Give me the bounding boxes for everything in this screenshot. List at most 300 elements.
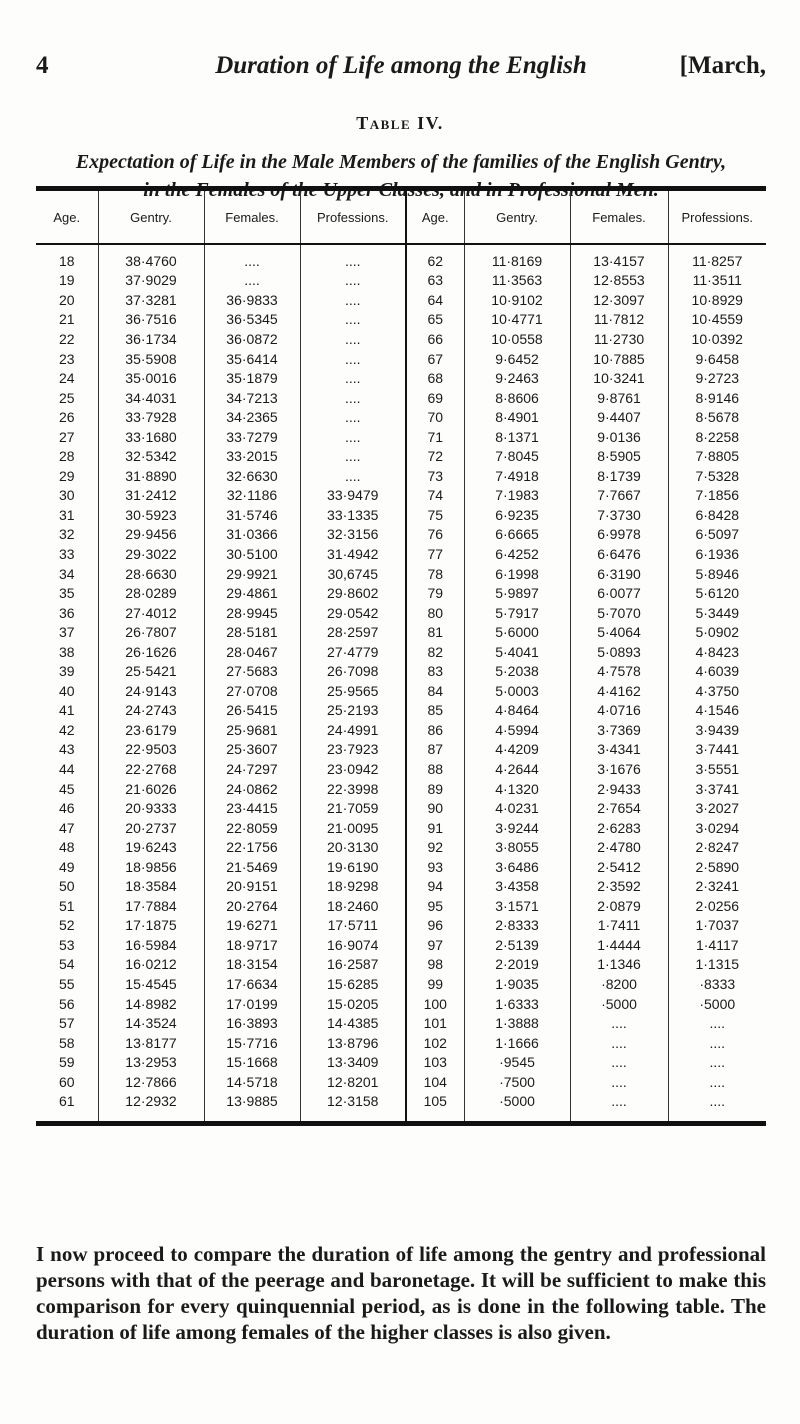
cell-gentry-2: 7·4918: [464, 466, 570, 486]
cell-professions-2: 5·8946: [668, 564, 766, 584]
caption-line-1: Expectation of Life in the Male Members of the families of the English Gentry,: [75, 151, 727, 173]
cell-gentry: 34·4031: [98, 388, 204, 408]
cell-professions: 23·0942: [300, 759, 406, 779]
cell-age: 27: [58, 428, 75, 445]
cell-gentry-2: 3·8055: [464, 837, 570, 857]
cell-females-2: 12·8553: [570, 271, 668, 291]
cell-females: 29·4861: [204, 583, 300, 603]
cell-gentry-2: 9·2463: [464, 368, 570, 388]
cell-females-2: 8·5905: [570, 446, 668, 466]
cell-females-2: 2·6283: [570, 818, 668, 838]
cell-professions: ....: [300, 407, 406, 427]
cell-age: 48: [58, 839, 75, 856]
cell-females: 22·1756: [204, 837, 300, 857]
cell-gentry-2: 6·9235: [464, 505, 570, 525]
table-row: [36, 564, 766, 584]
cell-females-2: 5·0893: [570, 642, 668, 662]
cell-age-2: 105: [406, 1092, 464, 1124]
cell-professions-2: 2·5890: [668, 857, 766, 877]
cell-gentry-2: 6·6665: [464, 525, 570, 545]
cell-professions-2: 2·8247: [668, 837, 766, 857]
cell-professions-2: 4·8423: [668, 642, 766, 662]
cell-females-2: 6·0077: [570, 583, 668, 603]
cell-professions-2: 10·8929: [668, 290, 766, 310]
cell-gentry-2: 3·6486: [464, 857, 570, 877]
cell-gentry-2: 2·8333: [464, 916, 570, 936]
table-row: [36, 486, 766, 506]
cell-professions: 32·3156: [300, 525, 406, 545]
table-title: Table IV.: [356, 113, 444, 133]
table-row: [36, 446, 766, 466]
cell-females: 24·0862: [204, 779, 300, 799]
cell-age: 51: [58, 897, 75, 914]
cell-gentry: 26·7807: [98, 622, 204, 642]
cell-age: 26: [58, 409, 75, 426]
cell-gentry: 28·0289: [98, 583, 204, 603]
cell-females: 19·6271: [204, 916, 300, 936]
table-row: [36, 642, 766, 662]
cell-gentry: 29·3022: [98, 544, 204, 564]
body-paragraph: I now proceed to compare the duration of life among the gentry and professional persons with that of the peerage and baronetage. It will be sufficient to make this comparison for every quinquennial period, as is done in the following table. The duration of life among females of the higher classes is also given.: [36, 1242, 766, 1344]
cell-age: 40: [58, 682, 75, 699]
cell-gentry-2: 3·1571: [464, 896, 570, 916]
table-row: [36, 701, 766, 721]
caption-line-2: in the Females of the Upper Classes, and in Professional Men.: [143, 179, 659, 201]
cell-females-2: 10·3241: [570, 368, 668, 388]
cell-females: 25·9681: [204, 720, 300, 740]
cell-professions: ....: [300, 329, 406, 349]
cell-age-2: 79: [406, 583, 464, 603]
cell-gentry: 32·5342: [98, 446, 204, 466]
cell-age-2: 63: [406, 271, 464, 291]
cell-professions: ....: [300, 310, 406, 330]
cell-professions: 19·6190: [300, 857, 406, 877]
cell-age-2: 78: [406, 564, 464, 584]
cell-professions: 28·2597: [300, 622, 406, 642]
cell-females: 28·5181: [204, 622, 300, 642]
col-header-females-2: Females.: [570, 189, 668, 245]
cell-females-2: ....: [570, 1033, 668, 1053]
table-row: [36, 1092, 766, 1124]
cell-females: 33·2015: [204, 446, 300, 466]
table-row: [36, 368, 766, 388]
cell-gentry: 16·0212: [98, 955, 204, 975]
cell-gentry-2: 5·2038: [464, 661, 570, 681]
cell-age-2: 84: [406, 681, 464, 701]
cell-age-2: 88: [406, 759, 464, 779]
cell-age: 36: [58, 604, 75, 621]
cell-females: 21·5469: [204, 857, 300, 877]
cell-professions-2: 3·7441: [668, 740, 766, 760]
cell-gentry: 26·1626: [98, 642, 204, 662]
cell-age-2: 96: [406, 916, 464, 936]
cell-gentry: 22·2768: [98, 759, 204, 779]
cell-professions: ....: [300, 244, 406, 271]
cell-professions-2: 10·0392: [668, 329, 766, 349]
cell-gentry: 19·6243: [98, 837, 204, 857]
cell-professions: ....: [300, 290, 406, 310]
cell-females-2: ....: [570, 1092, 668, 1124]
cell-age: 32: [58, 526, 75, 543]
cell-professions: 12·8201: [300, 1072, 406, 1092]
table-body: [36, 244, 766, 1124]
cell-age: 50: [58, 878, 75, 895]
cell-age: 56: [58, 995, 75, 1012]
cell-gentry-2: 5·9897: [464, 583, 570, 603]
running-header: [36, 52, 766, 92]
cell-professions-2: 4·3750: [668, 681, 766, 701]
cell-gentry-2: 8·4901: [464, 407, 570, 427]
cell-females-2: ·5000: [570, 994, 668, 1014]
cell-professions-2: 3·3741: [668, 779, 766, 799]
col-header-gentry: Gentry.: [98, 189, 204, 245]
cell-gentry: 18·9856: [98, 857, 204, 877]
cell-age-2: 71: [406, 427, 464, 447]
cell-gentry: 38·4760: [98, 244, 204, 271]
cell-gentry-2: 3·9244: [464, 818, 570, 838]
cell-professions-2: 6·8428: [668, 505, 766, 525]
cell-professions: 33·9479: [300, 486, 406, 506]
cell-professions: 25·9565: [300, 681, 406, 701]
cell-gentry-2: 5·4041: [464, 642, 570, 662]
table-row: [36, 661, 766, 681]
cell-age: 37: [58, 624, 75, 641]
cell-professions-2: 11·3511: [668, 271, 766, 291]
cell-females-2: ....: [570, 1013, 668, 1033]
cell-age-2: 98: [406, 955, 464, 975]
table-row: [36, 244, 766, 271]
cell-professions: ....: [300, 368, 406, 388]
cell-gentry: 18·3584: [98, 877, 204, 897]
col-header-professions: Professions.: [300, 189, 406, 245]
cell-age: 29: [58, 467, 75, 484]
cell-females: 36·9833: [204, 290, 300, 310]
cell-professions: ....: [300, 446, 406, 466]
cell-age: 34: [58, 565, 75, 582]
table-row: [36, 779, 766, 799]
table-row: [36, 329, 766, 349]
cell-females-2: 8·1739: [570, 466, 668, 486]
cell-females: 14·5718: [204, 1072, 300, 1092]
table-row: [36, 1052, 766, 1072]
cell-gentry-2: 10·9102: [464, 290, 570, 310]
cell-professions: 22·3998: [300, 779, 406, 799]
cell-age-2: 102: [406, 1033, 464, 1053]
cell-professions: 25·2193: [300, 701, 406, 721]
cell-age: 57: [58, 1015, 75, 1032]
cell-gentry-2: 7·8045: [464, 446, 570, 466]
cell-age-2: 94: [406, 877, 464, 897]
cell-age-2: 86: [406, 720, 464, 740]
cell-professions: ....: [300, 427, 406, 447]
cell-gentry: 36·7516: [98, 310, 204, 330]
cell-gentry-2: 4·2644: [464, 759, 570, 779]
cell-gentry: 35·0016: [98, 368, 204, 388]
cell-professions-2: 2·0256: [668, 896, 766, 916]
cell-professions: 14·4385: [300, 1013, 406, 1033]
cell-gentry-2: ·5000: [464, 1092, 570, 1124]
cell-females: 13·9885: [204, 1092, 300, 1124]
cell-age: 39: [58, 663, 75, 680]
cell-age-2: 91: [406, 818, 464, 838]
cell-age-2: 64: [406, 290, 464, 310]
cell-gentry: 21·6026: [98, 779, 204, 799]
cell-females: 18·9717: [204, 935, 300, 955]
cell-gentry-2: 8·8606: [464, 388, 570, 408]
cell-professions: 18·9298: [300, 877, 406, 897]
cell-professions-2: ....: [668, 1013, 766, 1033]
cell-gentry: 37·9029: [98, 271, 204, 291]
cell-females-2: 1·7411: [570, 916, 668, 936]
table-row: [36, 877, 766, 897]
table-row: [36, 505, 766, 525]
cell-professions: 15·0205: [300, 994, 406, 1014]
cell-gentry: 30·5923: [98, 505, 204, 525]
col-header-gentry-2: Gentry.: [464, 189, 570, 245]
cell-females-2: ·8200: [570, 974, 668, 994]
cell-professions-2: 8·5678: [668, 407, 766, 427]
cell-gentry: 14·3524: [98, 1013, 204, 1033]
cell-gentry-2: 2·5139: [464, 935, 570, 955]
cell-gentry: 15·4545: [98, 974, 204, 994]
cell-females: 18·3154: [204, 955, 300, 975]
cell-professions: 30,6745: [300, 564, 406, 584]
cell-females-2: 9·0136: [570, 427, 668, 447]
cell-females-2: 13·4157: [570, 244, 668, 271]
cell-professions-2: 9·2723: [668, 368, 766, 388]
table-row: [36, 759, 766, 779]
cell-professions-2: 3·2027: [668, 798, 766, 818]
cell-females-2: 4·0716: [570, 701, 668, 721]
table-row: [36, 1013, 766, 1033]
table-row: [36, 837, 766, 857]
cell-professions: 20·3130: [300, 837, 406, 857]
cell-age: 44: [58, 760, 75, 777]
cell-gentry-2: 6·4252: [464, 544, 570, 564]
cell-age-2: 85: [406, 701, 464, 721]
table-row: [36, 818, 766, 838]
table-row: [36, 896, 766, 916]
cell-gentry-2: 4·0231: [464, 798, 570, 818]
cell-gentry-2: 5·0003: [464, 681, 570, 701]
cell-females: 27·5683: [204, 661, 300, 681]
cell-females: 29·9921: [204, 564, 300, 584]
cell-gentry-2: ·7500: [464, 1072, 570, 1092]
cell-age-2: 80: [406, 603, 464, 623]
cell-gentry-2: 11·8169: [464, 244, 570, 271]
cell-professions-2: 11·8257: [668, 244, 766, 271]
cell-professions: 31·4942: [300, 544, 406, 564]
cell-professions: 13·3409: [300, 1052, 406, 1072]
cell-age: 31: [58, 506, 75, 523]
cell-age: 58: [58, 1034, 75, 1051]
cell-females-2: 11·2730: [570, 329, 668, 349]
cell-professions-2: ....: [668, 1092, 766, 1124]
cell-professions-2: 2·3241: [668, 877, 766, 897]
cell-age: 42: [58, 721, 75, 738]
cell-professions: 33·1335: [300, 505, 406, 525]
cell-age-2: 70: [406, 407, 464, 427]
cell-gentry-2: 7·1983: [464, 486, 570, 506]
cell-females-2: 3·4341: [570, 740, 668, 760]
cell-females-2: 3·7369: [570, 720, 668, 740]
cell-age: 52: [58, 917, 75, 934]
cell-gentry: 12·2932: [98, 1092, 204, 1124]
cell-females: 27·0708: [204, 681, 300, 701]
cell-professions: 18·2460: [300, 896, 406, 916]
cell-gentry: 17·1875: [98, 916, 204, 936]
cell-professions: 15·6285: [300, 974, 406, 994]
table-row: [36, 290, 766, 310]
running-title: Duration of Life among the English: [215, 52, 587, 79]
cell-gentry: 33·1680: [98, 427, 204, 447]
table-row: [36, 857, 766, 877]
cell-age: 53: [58, 936, 75, 953]
cell-professions: ....: [300, 388, 406, 408]
cell-age: 49: [58, 858, 75, 875]
cell-females: 34·2365: [204, 407, 300, 427]
cell-professions: 13·8796: [300, 1033, 406, 1053]
cell-age: 45: [58, 780, 75, 797]
cell-age: 28: [58, 448, 75, 465]
cell-females-2: 2·0879: [570, 896, 668, 916]
cell-age-2: 104: [406, 1072, 464, 1092]
cell-females: 35·6414: [204, 349, 300, 369]
cell-age-2: 72: [406, 446, 464, 466]
table-row: [36, 798, 766, 818]
cell-professions: 23·7923: [300, 740, 406, 760]
cell-age-2: 62: [406, 244, 464, 271]
cell-females: 17·0199: [204, 994, 300, 1014]
cell-professions: 16·9074: [300, 935, 406, 955]
cell-age: 23: [58, 350, 75, 367]
cell-females: 31·0366: [204, 525, 300, 545]
cell-professions-2: 8·2258: [668, 427, 766, 447]
cell-females-2: 2·7654: [570, 798, 668, 818]
cell-professions: 21·7059: [300, 798, 406, 818]
cell-gentry: 31·8890: [98, 466, 204, 486]
cell-professions: 27·4779: [300, 642, 406, 662]
cell-age-2: 65: [406, 310, 464, 330]
table-row: [36, 310, 766, 330]
cell-age: 54: [58, 956, 75, 973]
cell-females: 35·1879: [204, 368, 300, 388]
cell-females: 25·3607: [204, 740, 300, 760]
table-row: [36, 681, 766, 701]
cell-age-2: 90: [406, 798, 464, 818]
cell-females: 24·7297: [204, 759, 300, 779]
cell-age: 19: [58, 272, 75, 289]
cell-professions-2: 1·1315: [668, 955, 766, 975]
cell-gentry-2: 10·4771: [464, 310, 570, 330]
cell-females: 20·9151: [204, 877, 300, 897]
cell-gentry: 14·8982: [98, 994, 204, 1014]
col-header-age-2: Age.: [406, 189, 464, 245]
cell-age-2: 83: [406, 661, 464, 681]
cell-females: 22·8059: [204, 818, 300, 838]
cell-gentry: 24·2743: [98, 701, 204, 721]
cell-gentry: 12·7866: [98, 1072, 204, 1092]
cell-professions-2: 3·9439: [668, 720, 766, 740]
cell-females-2: ....: [570, 1052, 668, 1072]
cell-professions: ....: [300, 466, 406, 486]
cell-professions-2: 3·5551: [668, 759, 766, 779]
cell-gentry: 27·4012: [98, 603, 204, 623]
cell-gentry-2: 1·3888: [464, 1013, 570, 1033]
cell-age: 43: [58, 741, 75, 758]
cell-professions: ....: [300, 349, 406, 369]
table-row: [36, 603, 766, 623]
cell-females-2: 2·3592: [570, 877, 668, 897]
cell-professions-2: ·5000: [668, 994, 766, 1014]
cell-females-2: 5·4064: [570, 622, 668, 642]
cell-gentry-2: 4·1320: [464, 779, 570, 799]
cell-females: 31·5746: [204, 505, 300, 525]
cell-professions-2: 1·4117: [668, 935, 766, 955]
cell-age: 38: [58, 643, 75, 660]
table-row: [36, 1072, 766, 1092]
table-row: [36, 407, 766, 427]
table-row: [36, 1033, 766, 1053]
table-row: [36, 720, 766, 740]
cell-gentry: 23·6179: [98, 720, 204, 740]
cell-professions-2: ....: [668, 1033, 766, 1053]
cell-gentry-2: 2·2019: [464, 955, 570, 975]
cell-age-2: 103: [406, 1052, 464, 1072]
cell-females: 33·7279: [204, 427, 300, 447]
cell-gentry: 36·1734: [98, 329, 204, 349]
cell-gentry-2: 1·9035: [464, 974, 570, 994]
cell-professions-2: 7·8805: [668, 446, 766, 466]
cell-professions-2: ....: [668, 1052, 766, 1072]
col-header-females: Females.: [204, 189, 300, 245]
cell-professions-2: ·8333: [668, 974, 766, 994]
cell-females: 36·5345: [204, 310, 300, 330]
cell-age-2: 93: [406, 857, 464, 877]
cell-females-2: ....: [570, 1072, 668, 1092]
cell-gentry: 31·2412: [98, 486, 204, 506]
cell-age: 33: [58, 545, 75, 562]
cell-females: 16·3893: [204, 1013, 300, 1033]
cell-age: 59: [58, 1054, 75, 1071]
table-row: [36, 544, 766, 564]
cell-age: 46: [58, 800, 75, 817]
cell-gentry: 17·7884: [98, 896, 204, 916]
cell-gentry: 13·8177: [98, 1033, 204, 1053]
cell-professions: 16·2587: [300, 955, 406, 975]
cell-gentry-2: 8·1371: [464, 427, 570, 447]
table-row: [36, 271, 766, 291]
cell-females: 28·0467: [204, 642, 300, 662]
table-row: [36, 525, 766, 545]
cell-gentry: 20·9333: [98, 798, 204, 818]
cell-females-2: 6·9978: [570, 525, 668, 545]
cell-gentry: 28·6630: [98, 564, 204, 584]
cell-gentry: 22·9503: [98, 740, 204, 760]
cell-age: 21: [58, 311, 75, 328]
cell-age-2: 66: [406, 329, 464, 349]
table-row: [36, 935, 766, 955]
table-row: [36, 740, 766, 760]
cell-professions-2: 5·3449: [668, 603, 766, 623]
life-expectancy-table: [36, 186, 766, 1126]
cell-gentry-2: ·9545: [464, 1052, 570, 1072]
page-number: 4: [36, 52, 49, 79]
cell-gentry-2: 5·7917: [464, 603, 570, 623]
cell-gentry: 20·2737: [98, 818, 204, 838]
cell-age-2: 81: [406, 622, 464, 642]
cell-females: 34·7213: [204, 388, 300, 408]
